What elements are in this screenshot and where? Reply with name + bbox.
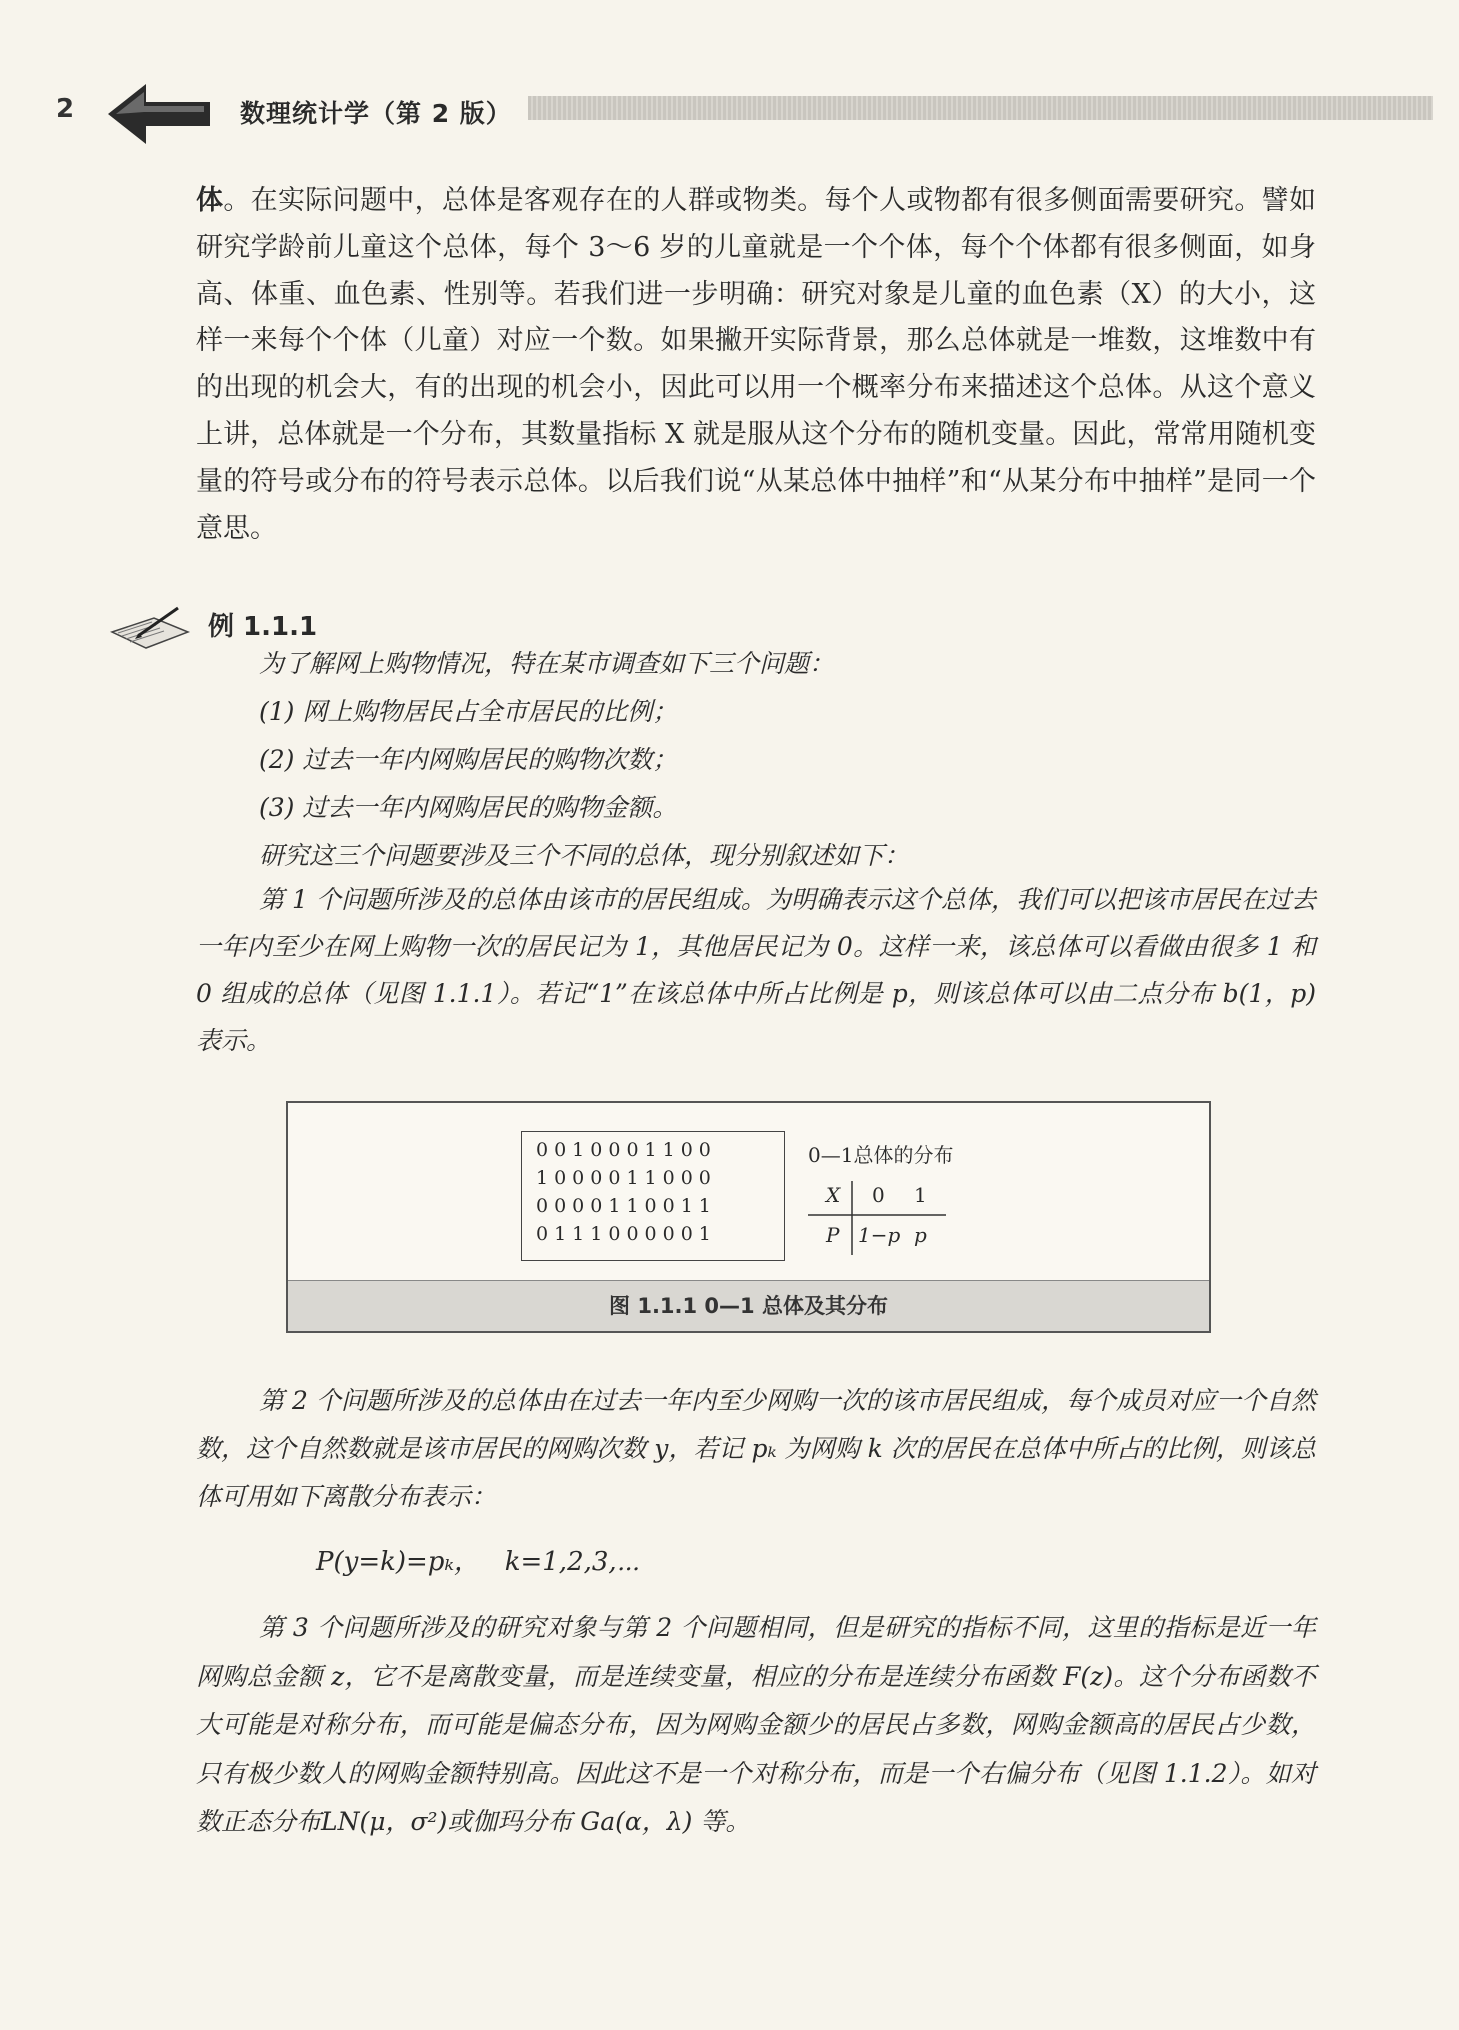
header-decorative-bar bbox=[528, 96, 1433, 120]
example-item-2: (2) 过去一年内网购居民的购物次数； bbox=[259, 745, 678, 774]
example-intro: 为了解网上购物情况，特在某市调查如下三个问题： bbox=[259, 649, 835, 678]
table-p-label: P bbox=[826, 1223, 840, 1247]
matrix-row: 0111000001 bbox=[536, 1223, 717, 1245]
matrix-row: 0000110011 bbox=[536, 1195, 717, 1217]
distribution-table bbox=[808, 1177, 948, 1257]
page-header bbox=[0, 82, 1459, 146]
figure-1-1-1 bbox=[286, 1101, 1211, 1333]
table-p-value-1: p bbox=[914, 1223, 927, 1247]
table-x-value-0: 0 bbox=[872, 1183, 885, 1207]
intro-paragraph bbox=[196, 178, 1316, 552]
paragraph-3: 第 3 个问题所涉及的研究对象与第 2 个问题相同，但是研究的指标不同，这里的指标是近一年网购总金额 z，它不是离散变量，而是连续变量，相应的分布是连续分布函数 F(z)。这个分布函数不大可能是对称分布，而可能是偏态分布，因为网购金额少的居民占多数，网购金额高的居民占少数，只有极少数人的网购金额特别高。因此这不是一个对称分布，而是一个右偏分布（见图 1.1.2）。如对数正态分布LN(μ，σ²)或伽玛分布 Ga(α，λ) 等。 bbox=[196, 1613, 1316, 1837]
matrix-row: 0010001100 bbox=[536, 1139, 717, 1161]
example-paragraph-1: 第 1 个问题所涉及的总体由该市的居民组成。为明确表示这个总体，我们可以把该市居民在过去一年内至少在网上购物一次的居民记为 1，其他居民记为 0。这样一来，该总体可以看做由很多 1 和 0 组成的总体（见图 1.1.1）。若记“1”在该总体中所占比例是 p，则该总体可以由二点分布 b(1，p) 表示。 bbox=[196, 885, 1316, 1055]
table-x-value-1: 1 bbox=[914, 1183, 927, 1207]
back-arrow-icon bbox=[104, 82, 214, 146]
binary-matrix bbox=[521, 1131, 785, 1261]
book-title: 数理统计学（第 2 版） bbox=[240, 99, 512, 128]
example-heading bbox=[108, 600, 1328, 640]
intro-lead-char: 体 bbox=[196, 185, 224, 216]
example-label: 例 1.1.1 bbox=[208, 612, 318, 642]
example-item-3: (3) 过去一年内网购居民的购物金额。 bbox=[259, 793, 678, 822]
example-item-1: (1) 网上购物居民占全市居民的比例； bbox=[259, 697, 678, 726]
example-summary: 研究这三个问题要涉及三个不同的总体，现分别叙述如下： bbox=[259, 841, 910, 870]
paragraph-2: 第 2 个问题所涉及的总体由在过去一年内至少网购一次的该市居民组成，每个成员对应一个自然数，这个自然数就是该市居民的网购次数 y，若记 pₖ 为网购 k 次的居民在总体中所占的比例，则该总体可用如下离散分布表示： bbox=[196, 1386, 1316, 1511]
page-number: 2 bbox=[56, 94, 75, 124]
distribution-formula: P(y=k)=pₖ， k=1,2,3,⋯ bbox=[316, 1547, 641, 1577]
table-p-value-0: 1−p bbox=[858, 1223, 901, 1247]
intro-paragraph-text: 。在实际问题中，总体是客观存在的人群或物类。每个人或物都有很多侧面需要研究。譬如研究学龄前儿童这个总体，每个 3～6 岁的儿童就是一个个体，每个个体都有很多侧面，如身高、体重、血色素、性别等。若我们进一步明确：研究对象是儿童的血色素（X）的大小，这样一来每个个体（儿童）对应一个数。如果撇开实际背景，那么总体就是一堆数，这堆数中有的出现的机会大，有的出现的机会小，因此可以用一个概率分布来描述这个总体。从这个意义上讲，总体就是一个分布，其数量指标 X 就是服从这个分布的随机变量。因此，常常用随机变量的符号或分布的符号表示总体。以后我们说“从某总体中抽样”和“从某分布中抽样”是同一个意思。 bbox=[196, 185, 1317, 544]
distribution-title: 0—1总体的分布 bbox=[808, 1143, 954, 1167]
table-x-label: X bbox=[826, 1183, 841, 1207]
pen-and-notebook-icon bbox=[108, 602, 194, 652]
figure-caption: 图 1.1.1 0—1 总体及其分布 bbox=[288, 1280, 1209, 1331]
matrix-row: 1000011000 bbox=[536, 1167, 717, 1189]
